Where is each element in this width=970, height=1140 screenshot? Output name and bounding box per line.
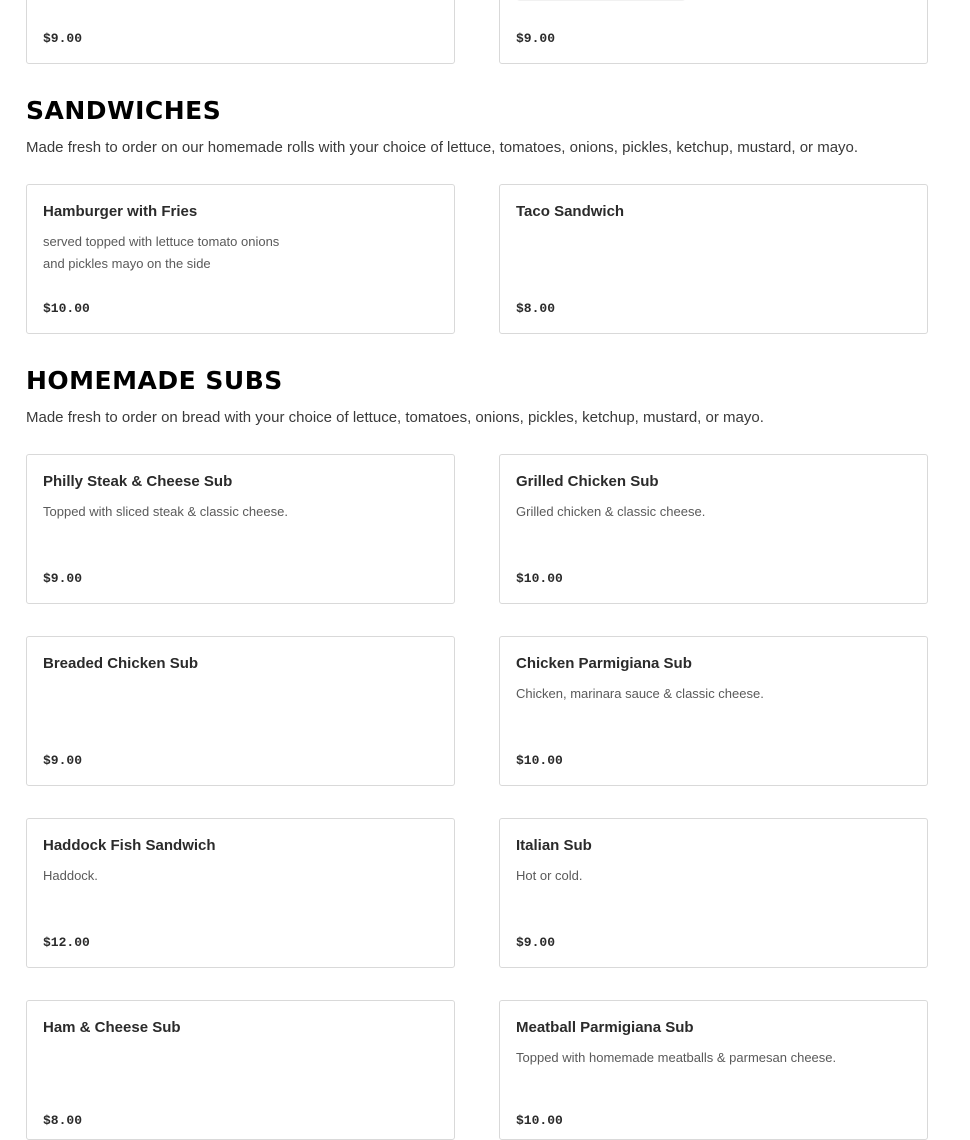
item-description: Topped with homemade meatballs & parmesan cheese. — [516, 1050, 837, 1065]
menu-item-card[interactable] — [26, 636, 455, 786]
item-name: Philly Steak & Cheese Sub — [43, 473, 233, 490]
section-description-sandwiches: Made fresh to order on our homemade rolls with your choice of lettuce, tomatoes, onions, pickles, ketchup, mustard, or mayo. — [26, 139, 859, 156]
menu-item-card[interactable] — [26, 1000, 455, 1140]
item-price: $9.00 — [43, 753, 83, 768]
item-price: $9.00 — [43, 31, 83, 46]
section-title-sandwiches: SANDWICHES — [26, 96, 222, 125]
section-title-subs: HOMEMADE SUBS — [26, 366, 283, 395]
menu-item-card[interactable] — [499, 184, 928, 334]
section-description-subs: Made fresh to order on bread with your choice of lettuce, tomatoes, onions, pickles, ketchup, mustard, or mayo. — [26, 409, 764, 426]
item-name: Ham & Cheese Sub — [43, 1019, 181, 1036]
item-price: $10.00 — [516, 571, 563, 586]
menu-item-card[interactable] — [499, 818, 928, 968]
item-price: $8.00 — [43, 1113, 83, 1128]
item-description: Chicken, marinara sauce & classic cheese. — [516, 686, 764, 701]
item-name: Italian Sub — [516, 837, 592, 854]
menu-item-card[interactable] — [26, 454, 455, 604]
item-name: Hamburger with Fries — [43, 203, 198, 220]
item-price: $9.00 — [516, 935, 556, 950]
item-price: $9.00 — [43, 571, 83, 586]
menu-item-card[interactable] — [499, 454, 928, 604]
item-name: Haddock Fish Sandwich — [43, 837, 216, 854]
item-price: $9.00 — [516, 31, 556, 46]
item-price: $8.00 — [516, 301, 556, 316]
menu-item-card[interactable] — [26, 184, 455, 334]
item-name: Meatball Parmigiana Sub — [516, 1019, 694, 1036]
menu-item-card[interactable] — [499, 1000, 928, 1140]
menu-item-card[interactable] — [26, 0, 455, 64]
menu-item-card[interactable] — [26, 818, 455, 968]
item-price: $12.00 — [43, 935, 90, 950]
item-description: Grilled chicken & classic cheese. — [516, 504, 706, 519]
faded-item-text — [516, 0, 686, 1]
item-price: $10.00 — [516, 1113, 563, 1128]
item-description: Hot or cold. — [516, 868, 583, 883]
item-name: Breaded Chicken Sub — [43, 655, 199, 672]
item-price: $10.00 — [516, 753, 563, 768]
item-description: Haddock. — [43, 868, 98, 883]
item-price: $10.00 — [43, 301, 90, 316]
menu-item-card[interactable] — [499, 0, 928, 64]
item-name: Taco Sandwich — [516, 203, 625, 220]
item-name: Grilled Chicken Sub — [516, 473, 659, 490]
item-name: Chicken Parmigiana Sub — [516, 655, 692, 672]
item-description: Topped with sliced steak & classic cheese. — [43, 504, 288, 519]
menu-item-card[interactable] — [499, 636, 928, 786]
item-description: served topped with lettuce tomato onions and pickles mayo on the side — [43, 234, 280, 271]
